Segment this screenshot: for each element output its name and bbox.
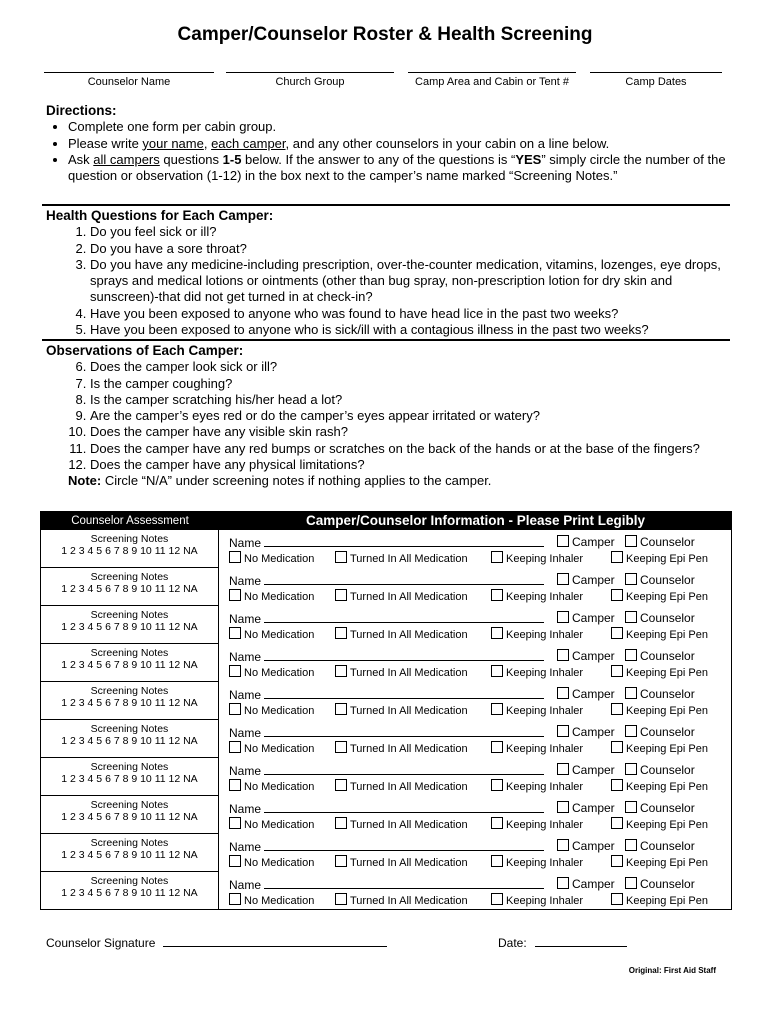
epi-pen-checkbox[interactable] [611, 627, 623, 639]
observation-item: 7. Is the camper coughing? [90, 376, 732, 392]
counselor-checkbox[interactable] [625, 839, 637, 851]
counselor-checkbox[interactable] [625, 725, 637, 737]
epi-pen-checkbox[interactable] [611, 855, 623, 867]
turned-in-checkbox[interactable] [335, 855, 347, 867]
name-field[interactable]: Name [229, 687, 709, 702]
directions-heading: Directions: [46, 103, 117, 118]
screening-numbers[interactable]: 1 2 3 4 5 6 7 8 9 10 11 12 NA [61, 735, 198, 747]
no-medication-checkbox[interactable] [229, 551, 241, 563]
epi-pen-checkbox[interactable] [611, 741, 623, 753]
name-field[interactable]: Name [229, 839, 709, 854]
turned-in-checkbox[interactable] [335, 741, 347, 753]
turned-in-checkbox[interactable] [335, 703, 347, 715]
page-title: Camper/Counselor Roster & Health Screening [177, 24, 593, 45]
no-medication-checkbox[interactable] [229, 741, 241, 753]
observation-item: 8. Is the camper scratching his/her head a lot? [90, 392, 732, 408]
screening-notes-cell[interactable] [41, 644, 219, 682]
inhaler-checkbox[interactable] [491, 589, 503, 601]
no-medication-checkbox[interactable] [229, 817, 241, 829]
screening-notes-label: Screening Notes [90, 761, 169, 773]
epi-pen-checkbox[interactable] [611, 779, 623, 791]
camper-checkbox[interactable] [557, 801, 569, 813]
screening-numbers[interactable]: 1 2 3 4 5 6 7 8 9 10 11 12 NA [61, 583, 198, 595]
turned-in-checkbox[interactable] [335, 817, 347, 829]
name-field[interactable]: Name [229, 611, 709, 626]
observation-item: 10. Does the camper have any visible skin rash? [90, 424, 732, 440]
no-medication-checkbox[interactable] [229, 589, 241, 601]
camp-area-field[interactable] [408, 60, 576, 88]
inhaler-checkbox[interactable] [491, 855, 503, 867]
screening-notes-label: Screening Notes [90, 875, 169, 887]
no-medication-checkbox[interactable] [229, 703, 241, 715]
counselor-name-field[interactable] [44, 60, 214, 88]
no-medication-checkbox[interactable] [229, 893, 241, 905]
roster-row [41, 568, 731, 606]
counselor-name-caption: Counselor Name [87, 76, 171, 88]
observation-item: 6. Does the camper look sick or ill? [90, 359, 732, 375]
section-divider [42, 204, 730, 206]
signature-label: Counselor Signature [46, 936, 156, 950]
question-item: 5. Have you been exposed to anyone who is sick/ill with a contagious illness in the past two weeks? [90, 322, 732, 338]
counselor-checkbox[interactable] [625, 763, 637, 775]
screening-notes-label: Screening Notes [90, 685, 169, 697]
camper-checkbox[interactable] [557, 687, 569, 699]
camp-area-caption: Camp Area and Cabin or Tent # [415, 76, 569, 88]
turned-in-checkbox[interactable] [335, 589, 347, 601]
roster-row [41, 796, 731, 834]
epi-pen-checkbox[interactable] [611, 589, 623, 601]
church-group-caption: Church Group [275, 76, 345, 88]
camper-info-cell: Name Camper Counselor No Medication Turned In All Medication Keeping Inhaler Keeping Epi Pen [229, 763, 708, 793]
turned-in-checkbox[interactable] [335, 893, 347, 905]
header-fields [44, 60, 724, 94]
name-field[interactable]: Name [229, 649, 709, 664]
camp-dates-caption: Camp Dates [625, 76, 687, 88]
counselor-checkbox[interactable] [625, 801, 637, 813]
screening-notes-cell[interactable] [41, 530, 219, 568]
screening-numbers[interactable]: 1 2 3 4 5 6 7 8 9 10 11 12 NA [61, 659, 198, 671]
screening-numbers[interactable]: 1 2 3 4 5 6 7 8 9 10 11 12 NA [61, 621, 198, 633]
question-item: 2. Do you have a sore throat? [90, 241, 732, 257]
camper-info-cell: Name Camper Counselor No Medication Turned In All Medication Keeping Inhaler Keeping Epi Pen [229, 801, 708, 831]
screening-notes-label: Screening Notes [90, 837, 169, 849]
section-divider [42, 339, 730, 341]
turned-in-checkbox[interactable] [335, 779, 347, 791]
inhaler-checkbox[interactable] [491, 817, 503, 829]
observations-heading: Observations of Each Camper: [46, 343, 244, 358]
camper-checkbox[interactable] [557, 877, 569, 889]
name-field[interactable]: Name [229, 877, 709, 892]
health-questions-section [46, 208, 732, 338]
screening-notes-cell[interactable] [41, 720, 219, 758]
camper-checkbox[interactable] [557, 535, 569, 547]
screening-numbers[interactable]: 1 2 3 4 5 6 7 8 9 10 11 12 NA [61, 697, 198, 709]
inhaler-checkbox[interactable] [491, 741, 503, 753]
camper-info-cell: Name Camper Counselor No Medication Turned In All Medication Keeping Inhaler Keeping Epi Pen [229, 535, 708, 565]
turned-in-checkbox[interactable] [335, 665, 347, 677]
inhaler-checkbox[interactable] [491, 779, 503, 791]
camper-info-cell: Name Camper Counselor No Medication Turned In All Medication Keeping Inhaler Keeping Epi Pen [229, 725, 708, 755]
camper-info-header: Camper/Counselor Information - Please Print Legibly [220, 512, 731, 530]
camper-info-cell: Name Camper Counselor No Medication Turned In All Medication Keeping Inhaler Keeping Epi Pen [229, 839, 708, 869]
observation-item: 9. Are the camper’s eyes red or do the camper’s eyes appear irritated or watery? [90, 408, 732, 424]
name-field[interactable]: Name [229, 725, 709, 740]
question-item: 1. Do you feel sick or ill? [90, 224, 732, 240]
camper-checkbox[interactable] [557, 725, 569, 737]
epi-pen-checkbox[interactable] [611, 817, 623, 829]
counselor-signature-field[interactable] [46, 936, 387, 950]
inhaler-checkbox[interactable] [491, 703, 503, 715]
epi-pen-checkbox[interactable] [611, 665, 623, 677]
counselor-checkbox[interactable] [625, 649, 637, 661]
counselor-assessment-header: Counselor Assessment [41, 512, 220, 530]
camper-checkbox[interactable] [557, 839, 569, 851]
note-line: Note: Circle “N/A” under screening notes if nothing applies to the camper. [68, 473, 492, 489]
footer-note: Original: First Aid Staff [628, 966, 716, 975]
direction-item: • Ask all campers questions 1-5 below. If the answer to any of the questions is “YES” simply circle the number of the question or observation (1-12) in the box next to the camper’s name marked “Screening Notes.” [68, 152, 732, 185]
counselor-checkbox[interactable] [625, 573, 637, 585]
health-questions-heading: Health Questions for Each Camper: [46, 208, 274, 223]
observations-section [46, 343, 732, 490]
screening-numbers[interactable]: 1 2 3 4 5 6 7 8 9 10 11 12 NA [61, 773, 198, 785]
screening-notes-cell[interactable] [41, 568, 219, 606]
screening-numbers[interactable]: 1 2 3 4 5 6 7 8 9 10 11 12 NA [61, 545, 198, 557]
name-field[interactable]: Name [229, 763, 709, 778]
church-group-field[interactable] [226, 60, 394, 88]
screening-notes-label: Screening Notes [90, 533, 169, 545]
question-item: 4. Have you been exposed to anyone who was found to have head lice in the past two weeks? [90, 306, 732, 322]
observation-item: 12. Does the camper have any physical limitations? [90, 457, 732, 473]
inhaler-checkbox[interactable] [491, 665, 503, 677]
no-medication-checkbox[interactable] [229, 855, 241, 867]
screening-notes-cell[interactable] [41, 606, 219, 644]
camper-info-cell: Name Camper Counselor No Medication Turned In All Medication Keeping Inhaler Keeping Epi Pen [229, 573, 708, 603]
camp-dates-field[interactable] [590, 60, 722, 88]
screening-notes-cell[interactable] [41, 796, 219, 834]
screening-notes-cell[interactable] [41, 834, 219, 872]
name-field[interactable]: Name [229, 801, 709, 816]
direction-item: • Complete one form per cabin group. [68, 119, 732, 135]
roster-row [41, 872, 731, 910]
roster-row [41, 758, 731, 796]
counselor-checkbox[interactable] [625, 687, 637, 699]
roster-row [41, 682, 731, 720]
observation-item: 11. Does the camper have any red bumps or scratches on the back of the hands or at the base of the fingers? [90, 441, 732, 457]
screening-numbers[interactable]: 1 2 3 4 5 6 7 8 9 10 11 12 NA [61, 811, 198, 823]
direction-item: • Please write your name, each camper, and any other counselors in your cabin on a line below. [68, 136, 732, 152]
camper-info-cell: Name Camper Counselor No Medication Turned In All Medication Keeping Inhaler Keeping Epi Pen [229, 687, 708, 717]
roster-table [40, 511, 732, 910]
name-field[interactable]: Name [229, 535, 709, 550]
camper-checkbox[interactable] [557, 573, 569, 585]
roster-row [41, 834, 731, 872]
roster-row [41, 530, 731, 568]
camper-info-cell: Name Camper Counselor No Medication Turned In All Medication Keeping Inhaler Keeping Epi Pen [229, 611, 708, 641]
directions-section [46, 103, 732, 184]
roster-row [41, 606, 731, 644]
screening-numbers[interactable]: 1 2 3 4 5 6 7 8 9 10 11 12 NA [61, 887, 198, 899]
counselor-checkbox[interactable] [625, 877, 637, 889]
inhaler-checkbox[interactable] [491, 551, 503, 563]
epi-pen-checkbox[interactable] [611, 703, 623, 715]
inhaler-checkbox[interactable] [491, 627, 503, 639]
screening-notes-label: Screening Notes [90, 647, 169, 659]
screening-notes-label: Screening Notes [90, 723, 169, 735]
counselor-checkbox[interactable] [625, 535, 637, 547]
screening-notes-label: Screening Notes [90, 609, 169, 621]
question-item: 3. Do you have any medicine-including prescription, over-the-counter medication, vitamins, lozenges, eye drops, sprays and medical lotions or ointments (other than bug spray, non-prescription lotion for dry skin and sunscreen)-that did not get turned in at check-in? [90, 257, 732, 306]
turned-in-checkbox[interactable] [335, 627, 347, 639]
screening-notes-label: Screening Notes [90, 571, 169, 583]
no-medication-checkbox[interactable] [229, 627, 241, 639]
roster-row [41, 720, 731, 758]
camper-info-cell: Name Camper Counselor No Medication Turned In All Medication Keeping Inhaler Keeping Epi Pen [229, 877, 708, 907]
camper-checkbox[interactable] [557, 611, 569, 623]
camper-checkbox[interactable] [557, 763, 569, 775]
screening-notes-label: Screening Notes [90, 799, 169, 811]
counselor-checkbox[interactable] [625, 611, 637, 623]
no-medication-checkbox[interactable] [229, 665, 241, 677]
date-label: Date: [498, 936, 527, 950]
turned-in-checkbox[interactable] [335, 551, 347, 563]
epi-pen-checkbox[interactable] [611, 893, 623, 905]
screening-notes-cell[interactable] [41, 682, 219, 720]
name-field[interactable]: Name [229, 573, 709, 588]
inhaler-checkbox[interactable] [491, 893, 503, 905]
screening-notes-cell[interactable] [41, 872, 219, 910]
screening-numbers[interactable]: 1 2 3 4 5 6 7 8 9 10 11 12 NA [61, 849, 198, 861]
camper-checkbox[interactable] [557, 649, 569, 661]
epi-pen-checkbox[interactable] [611, 551, 623, 563]
date-field[interactable] [498, 936, 627, 950]
screening-notes-cell[interactable] [41, 758, 219, 796]
roster-row [41, 644, 731, 682]
no-medication-checkbox[interactable] [229, 779, 241, 791]
camper-info-cell: Name Camper Counselor No Medication Turned In All Medication Keeping Inhaler Keeping Epi Pen [229, 649, 708, 679]
